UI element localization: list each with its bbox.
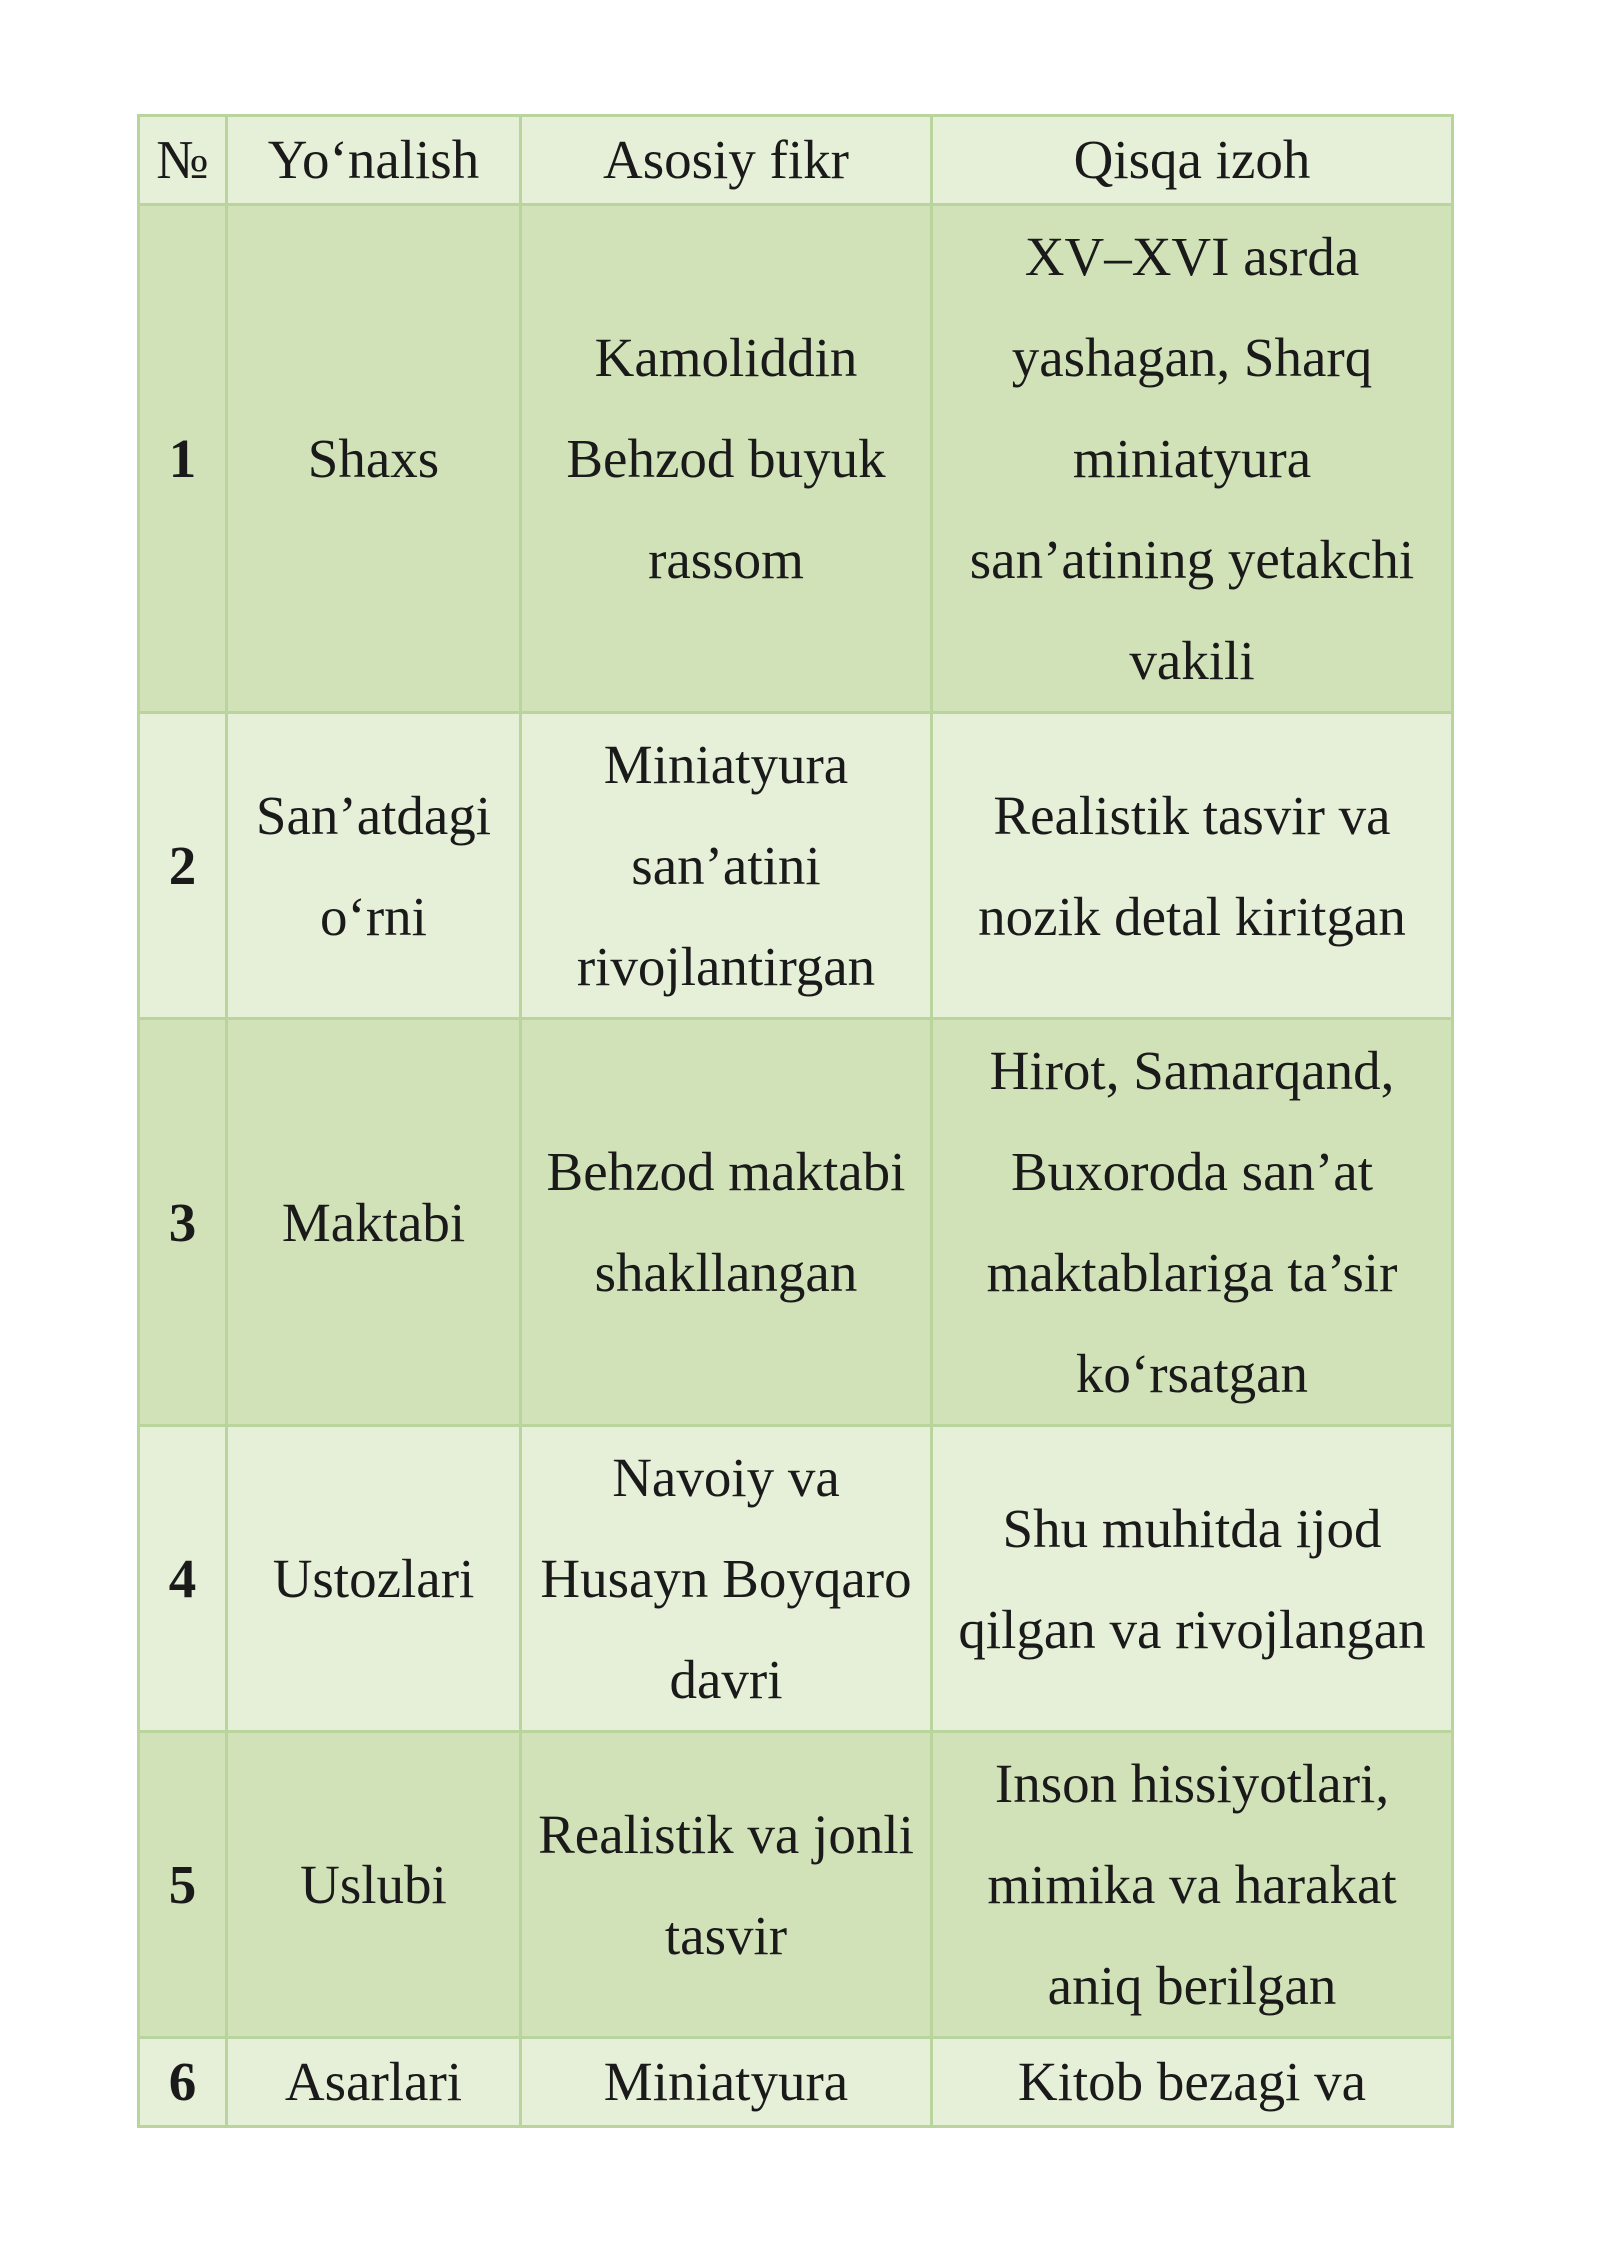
row-direction: Shaxs [227,205,521,713]
document-table-container [137,114,1451,2128]
header-direction: Yo‘nalish [227,116,521,205]
row-main-idea: Realistik va jonli tasvir [521,1732,932,2038]
table-row [139,2038,1453,2127]
row-note: XV–XVI asrda yashagan, Sharq miniatyura san’atining yetakchi vakili [932,205,1453,713]
row-note: Inson hissiyotlari, mimika va harakat aniq berilgan [932,1732,1453,2038]
row-number: 5 [139,1732,227,2038]
row-direction: Uslubi [227,1732,521,2038]
row-main-idea: Behzod maktabi shakllangan [521,1019,932,1426]
row-direction: Maktabi [227,1019,521,1426]
row-direction: Asarlari [227,2038,521,2127]
row-number: 4 [139,1426,227,1732]
behzod-summary-table [137,114,1454,2128]
header-note: Qisqa izoh [932,116,1453,205]
row-note: Kitob bezagi va [932,2038,1453,2127]
row-main-idea: Kamoliddin Behzod buyuk rassom [521,205,932,713]
table-row [139,713,1453,1019]
table-row [139,1732,1453,2038]
row-main-idea: Miniatyura san’atini rivojlantirgan [521,713,932,1019]
table-row [139,205,1453,713]
row-note: Shu muhitda ijod qilgan va rivojlangan [932,1426,1453,1732]
row-number: 6 [139,2038,227,2127]
table-header-row [139,116,1453,205]
row-note: Hirot, Samarqand, Buxoroda san’at maktablariga ta’sir ko‘rsatgan [932,1019,1453,1426]
row-direction: Ustozlari [227,1426,521,1732]
header-main-idea: Asosiy fikr [521,116,932,205]
row-number: 2 [139,713,227,1019]
row-number: 1 [139,205,227,713]
row-note: Realistik tasvir va nozik detal kiritgan [932,713,1453,1019]
row-direction: San’atdagi o‘rni [227,713,521,1019]
row-main-idea: Miniatyura [521,2038,932,2127]
header-number: № [139,116,227,205]
table-row [139,1019,1453,1426]
row-number: 3 [139,1019,227,1426]
row-main-idea: Navoiy va Husayn Boyqaro davri [521,1426,932,1732]
table-row [139,1426,1453,1732]
